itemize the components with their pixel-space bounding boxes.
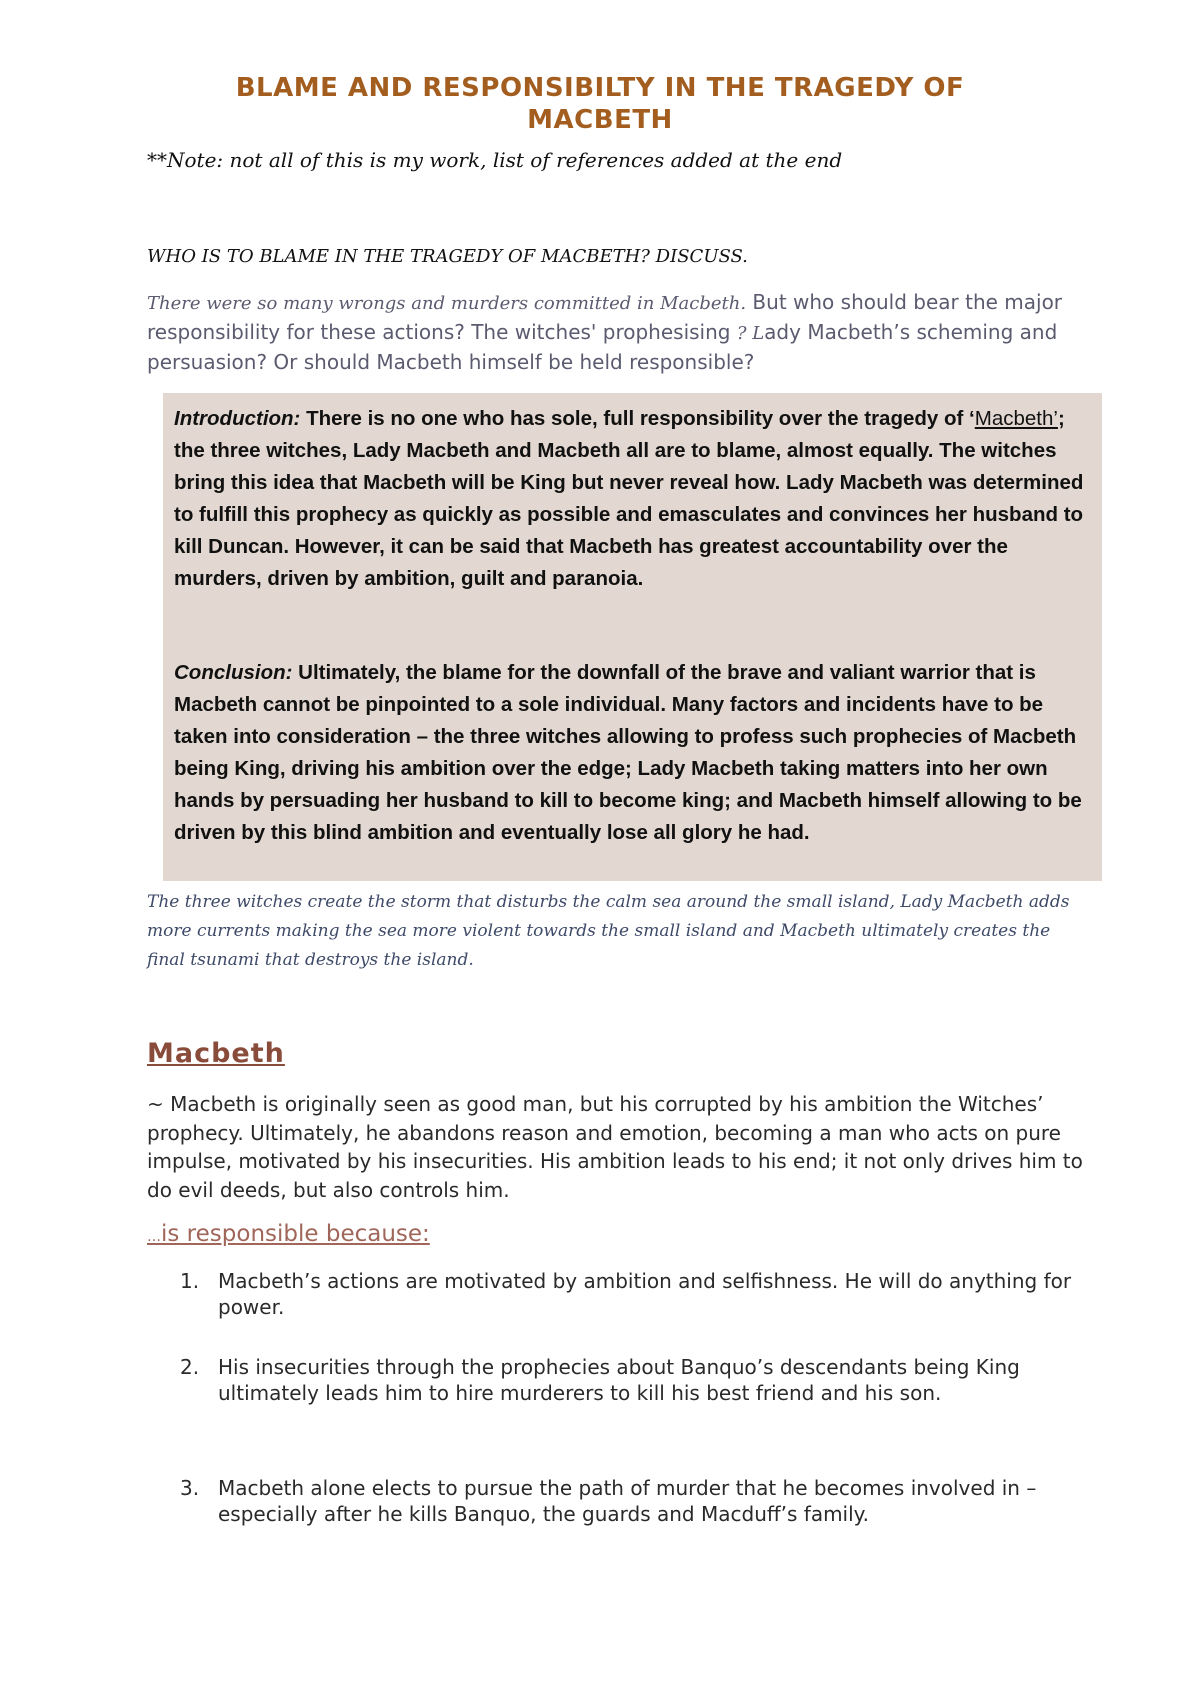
introduction-text-2: ; the three witches, Lady Macbeth and Macbeth all are to blame, almost equally. The witches bring this idea that Macbeth will be King but never reveal how. Lady Macbeth was determined to fulfill this prophecy as quickly as possible and emasculates and convinces her husband to kill Duncan. However, it can be said that Macbeth has greatest accountability over the murders, driven by ambition, guilt and paranoia. (174, 407, 1084, 590)
introduction-quote-open: ‘ (969, 407, 975, 430)
intro-rest-1: But who should bear the major responsibility for these actions? The witches' prophesising (147, 290, 1063, 344)
section-heading-macbeth: Macbeth (147, 1038, 285, 1069)
document-title (100, 72, 1100, 136)
intro-italic-2: ? L (736, 323, 765, 344)
intro-paragraph (147, 288, 1077, 376)
references-note: **Note: not all of this is my work, list of references added at the end (147, 148, 843, 172)
conclusion-paragraph (174, 657, 1092, 849)
summary-box (163, 393, 1102, 881)
introduction-paragraph (174, 403, 1092, 595)
list-item-text: Macbeth’s actions are motivated by ambition and selfishness. He will do anything for power. (218, 1269, 1072, 1319)
intro-italic: There were so many wrongs and murders committed in Macbeth. (147, 293, 747, 314)
list-item-text: Macbeth alone elects to pursue the path of murder that he becomes involved in – especially after he kills Banquo, the guards and Macduff’s family. (218, 1476, 1037, 1526)
introduction-underlined-title: Macbeth’ (974, 407, 1058, 430)
conclusion-text: Ultimately, the blame for the downfall of the brave and valiant warrior that is Macbeth cannot be pinpointed to a sole individual. Many factors and incidents have to be taken into consideration – the three witches allowing to profess such prophecies of Macbeth being King, driving his ambition over the edge; Lady Macbeth taking matters into her own hands by persuading her husband to kill to become king; and Macbeth himself allowing to be driven by this blind ambition and eventually lose all glory he had. (174, 661, 1082, 844)
section-paragraph: ~ Macbeth is originally seen as good man, but his corrupted by his ambition the Witches’ prophecy. Ultimately, he abandons reason and emotion, becoming a man who acts on pure impulse, motivated by his insecurities. His ambition leads to his end; it not only drives him to do evil deeds, but also controls him. (147, 1092, 1083, 1202)
responsible-ellipsis: … (147, 1229, 161, 1245)
responsible-heading (147, 1221, 430, 1247)
list-item-number: 1. (180, 1269, 200, 1293)
title-line-1: BLAME AND RESPONSIBILTY IN THE TRAGEDY OF (235, 73, 965, 103)
introduction-label: Introduction: (174, 407, 301, 430)
metaphor-paragraph: The three witches create the storm that disturbs the calm sea around the small island, Lady Macbeth adds more currents making the sea more violent towards the small island and Macbeth ultimately creates the final tsunami that destroys the island. (147, 892, 1070, 970)
list-item-number: 3. (180, 1476, 200, 1500)
list-item-text: His insecurities through the prophecies about Banquo’s descendants being King ultimately leads him to hire murderers to kill his best friend and his son. (218, 1355, 1020, 1405)
responsible-heading-text: is responsible because: (161, 1221, 430, 1247)
title-line-2: MACBETH (527, 105, 673, 135)
intro-rest-2: ady Macbeth’s scheming and persuasion? Or should Macbeth himself be held responsible? (147, 320, 1058, 374)
introduction-text-1: There is no one who has sole, full responsibility over the tragedy of (300, 407, 970, 430)
list-item-number: 2. (180, 1355, 200, 1379)
conclusion-label: Conclusion: (174, 661, 293, 684)
essay-question: WHO IS TO BLAME IN THE TRAGEDY OF MACBETH? DISCUSS. (147, 246, 748, 267)
